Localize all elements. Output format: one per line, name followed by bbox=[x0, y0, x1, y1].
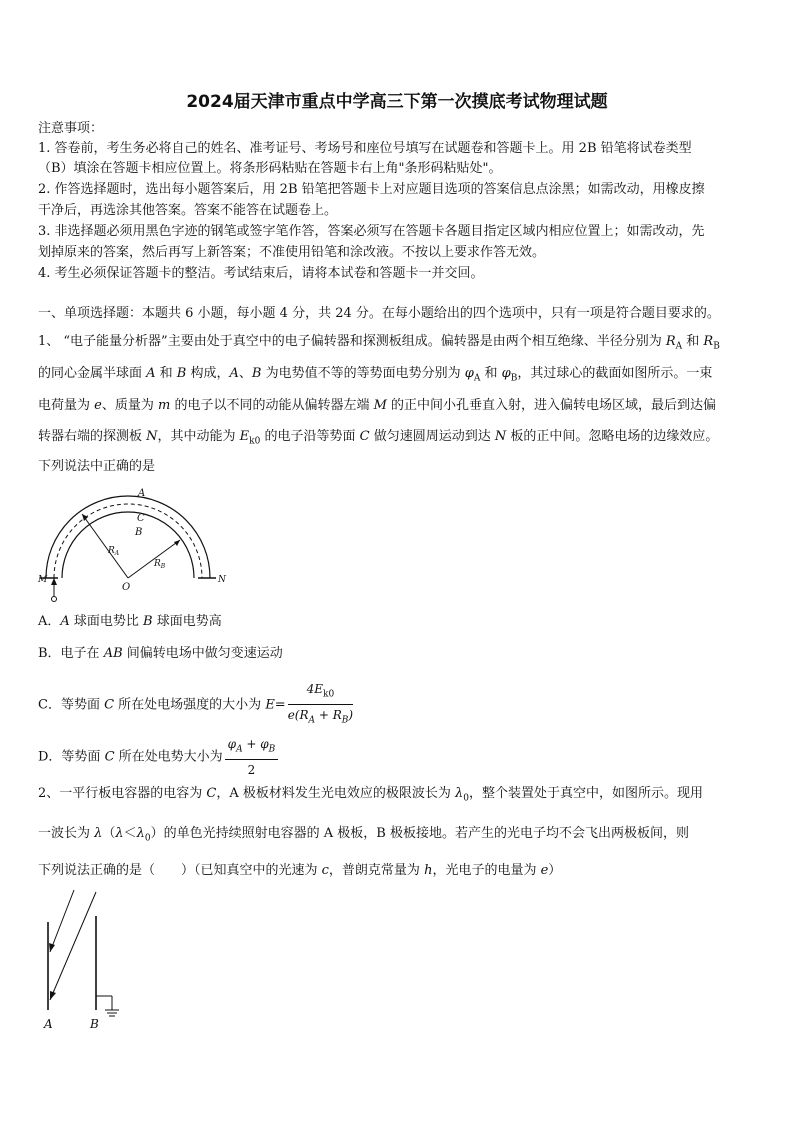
text: ＜ bbox=[123, 826, 137, 841]
label-sub: B bbox=[160, 563, 166, 570]
option-label: B．电子在 bbox=[38, 646, 104, 661]
text: 2、一平行板电容器的电容为 bbox=[38, 786, 207, 801]
symbol-phi: φ bbox=[464, 366, 474, 381]
q2-line-1 bbox=[38, 785, 760, 808]
q1-line-5: 下列说法中正确的是 bbox=[38, 459, 156, 474]
symbol: E= bbox=[265, 697, 286, 713]
subscript: A bbox=[308, 715, 316, 726]
capacitor-figure bbox=[34, 888, 144, 1034]
subscript: 0 bbox=[144, 833, 151, 844]
option-label: D．等势面 bbox=[38, 749, 105, 765]
symbol: E bbox=[239, 429, 250, 444]
electron-source bbox=[52, 597, 57, 602]
radius-ra-line bbox=[82, 514, 128, 578]
subscript: A bbox=[473, 373, 481, 384]
symbol-phi: φ bbox=[227, 737, 237, 751]
text: ，其过球心的截面如图所示。一束 bbox=[517, 366, 713, 381]
text: ）的单色光持续照射电容器的 A 极板，B 极板接地。若产生的光电子均不会飞出两极板间，则 bbox=[150, 826, 689, 841]
symbol-lambda: λ bbox=[115, 826, 124, 841]
text: 、质量为 bbox=[101, 398, 158, 413]
fraction-potential bbox=[225, 735, 279, 779]
text: 构成， bbox=[186, 366, 230, 381]
text: 的电子以不同的动能从偏转器左端 bbox=[170, 398, 374, 413]
subscript: B bbox=[341, 715, 349, 726]
text: 、 bbox=[238, 366, 252, 381]
text: 和 bbox=[682, 334, 704, 349]
page-title: 2024届天津市重点中学高三下第一次摸底考试物理试题 bbox=[186, 92, 608, 112]
label-a: A bbox=[44, 1017, 53, 1031]
label-a: A bbox=[138, 488, 146, 499]
symbol-r: R bbox=[703, 334, 714, 349]
text: ，其中动能为 bbox=[157, 429, 240, 444]
label-ra bbox=[107, 546, 120, 557]
text: ，A 极板材料发生光电效应的极限波长为 bbox=[216, 786, 456, 801]
symbol-r: R bbox=[665, 334, 676, 349]
sphere-a-arc bbox=[46, 496, 210, 578]
fraction-numerator bbox=[225, 735, 279, 760]
text: 为电势值不等的等势面电势分别为 bbox=[261, 366, 465, 381]
label-o: O bbox=[122, 582, 131, 593]
fraction-denominator: 2 bbox=[247, 763, 256, 778]
text: 的电子沿等势面 bbox=[260, 429, 360, 444]
symbol: AB bbox=[103, 646, 123, 661]
fraction-e-field bbox=[288, 680, 353, 730]
notice-line: 2. 作答选择题时，选出每小题答案后，用 2B 铅笔把答题卡上对应题目选项的答案信息点涂黑；如需改动，用橡皮擦 bbox=[38, 182, 705, 197]
beam-arrowhead bbox=[51, 578, 57, 585]
symbol: C bbox=[104, 697, 115, 713]
symbol: M bbox=[373, 398, 387, 413]
paren: ) bbox=[348, 708, 354, 723]
symbol: C bbox=[359, 429, 370, 444]
text: ，光电子的电量为 bbox=[432, 863, 541, 878]
q2-line-2 bbox=[38, 825, 760, 848]
label-n: N bbox=[218, 575, 226, 585]
subscript: k0 bbox=[249, 436, 261, 447]
symbol: N bbox=[146, 429, 158, 444]
plus: + bbox=[242, 737, 261, 751]
light-ray-1 bbox=[50, 890, 74, 952]
symbol: A bbox=[229, 366, 239, 381]
text: 的正中间小孔垂直入射，进入偏转电场区域，最后到达偏 bbox=[386, 398, 717, 413]
text: 间偏转电场中做匀变速运动 bbox=[122, 646, 283, 661]
q1-option-c[interactable] bbox=[38, 680, 355, 730]
q1-option-b[interactable] bbox=[38, 645, 283, 663]
q1-option-a[interactable] bbox=[38, 613, 222, 631]
notice-line: 划掉原来的答案，然后再写上新答案；不准使用铅笔和涂改液。不按以上要求作答无效。 bbox=[38, 245, 546, 260]
text: 一波长为 bbox=[38, 826, 95, 841]
deflector-figure bbox=[36, 486, 236, 604]
text: 所在处电场强度的大小为 bbox=[114, 697, 266, 713]
text: 和 bbox=[155, 366, 177, 381]
symbol: C bbox=[206, 786, 217, 801]
sphere-b-arc bbox=[62, 512, 194, 578]
text: 转器右端的探测板 bbox=[38, 429, 147, 444]
symbol: h bbox=[424, 863, 433, 878]
option-label: C．等势面 bbox=[38, 697, 105, 713]
subscript: B bbox=[510, 373, 518, 384]
subscript: B bbox=[268, 744, 276, 755]
label-c: C bbox=[137, 513, 145, 524]
notice-line: 1. 答卷前，考生务必将自己的姓名、准考证号、考场号和座位号填写在试题卷和答题卡上。用 2B 铅笔将试卷类型 bbox=[38, 141, 692, 156]
symbol: B bbox=[251, 366, 262, 381]
notice-line: （B）填涂在答题卡相应位置上。将条形码粘贴在答题卡右上角"条形码粘贴处"。 bbox=[38, 161, 502, 176]
symbol: A bbox=[146, 366, 156, 381]
text: （ bbox=[102, 826, 116, 841]
q1-option-d[interactable] bbox=[38, 735, 280, 779]
option-label: A． bbox=[38, 614, 61, 629]
text: 球面电势高 bbox=[152, 614, 222, 629]
symbol: c bbox=[321, 863, 329, 878]
q1-line-2 bbox=[38, 365, 760, 388]
text: 和 bbox=[480, 366, 502, 381]
label-r: R bbox=[108, 546, 115, 556]
symbol-lambda: λ bbox=[136, 826, 145, 841]
text: ） bbox=[548, 863, 562, 878]
symbol: B bbox=[176, 366, 187, 381]
notice-line: 干净后，再选涂其他答案。答案不能答在试题卷上。 bbox=[38, 203, 338, 218]
text: 电荷量为 bbox=[38, 398, 95, 413]
notice-line: 3. 非选择题必须用黑色字迹的钢笔或签字笔作答，答案必须写在答题卡各题目指定区域内相应位置上；如需改动，先 bbox=[38, 224, 705, 239]
text: 1、 “电子能量分析器”主要由处于真空中的电子偏转器和探测板组成。偏转器是由两个相互绝缘、半径分别为 bbox=[38, 334, 666, 349]
light-ray-1-arrowhead bbox=[49, 943, 55, 952]
symbol-lambda: λ bbox=[94, 826, 103, 841]
symbol-r: R bbox=[332, 708, 342, 723]
text: 的同心金属半球面 bbox=[38, 366, 147, 381]
label-sub: A bbox=[114, 550, 120, 557]
label-m: M bbox=[38, 575, 48, 585]
label-b: B bbox=[90, 1017, 99, 1031]
label-r: R bbox=[154, 559, 161, 569]
text: 板的正中间。忽略电场的边缘效应。 bbox=[506, 429, 719, 444]
notice-line: 4. 考生必须保证答题卡的整洁。考试结束后，请将本试卷和答题卡一并交回。 bbox=[38, 266, 484, 281]
subscript: k0 bbox=[323, 689, 335, 700]
symbol: m bbox=[157, 398, 171, 413]
subscript: A bbox=[236, 744, 243, 755]
q2-line-3 bbox=[38, 862, 760, 880]
fraction-denominator bbox=[288, 705, 353, 729]
symbol: B bbox=[143, 614, 153, 629]
radius-ra-arrowhead bbox=[82, 514, 88, 521]
symbol: N bbox=[494, 429, 507, 444]
subscript: A bbox=[675, 341, 683, 352]
subscript: 0 bbox=[463, 793, 469, 804]
q1-line-3 bbox=[38, 397, 760, 415]
light-ray-2-arrowhead bbox=[50, 991, 56, 1000]
symbol: A bbox=[60, 614, 70, 629]
q1-line-1 bbox=[38, 333, 760, 356]
plus: + bbox=[315, 708, 333, 723]
symbol: C bbox=[104, 749, 115, 765]
symbol: e bbox=[540, 863, 549, 878]
text: ，整个装置处于真空中，如图所示。现用 bbox=[469, 786, 704, 801]
subscript: B bbox=[713, 341, 720, 352]
symbol-phi: φ bbox=[501, 366, 511, 381]
symbol-lambda: λ bbox=[455, 786, 464, 801]
text: 做匀速圆周运动到达 bbox=[369, 429, 495, 444]
text: 球面电势比 bbox=[69, 614, 144, 629]
light-ray-2 bbox=[50, 892, 96, 1000]
text: 下列说法正确的是（ ）（已知真空中的光速为 bbox=[38, 863, 322, 878]
label-rb bbox=[153, 559, 166, 570]
text: 所在处电势大小为 bbox=[114, 749, 223, 765]
symbol-phi: φ bbox=[260, 737, 269, 751]
radius-rb-arrowhead bbox=[174, 540, 180, 546]
label-b: B bbox=[135, 527, 143, 538]
text: ，普朗克常量为 bbox=[328, 863, 425, 878]
symbol: e bbox=[94, 398, 102, 413]
den-text: e(R bbox=[287, 708, 309, 723]
numerator-text: 4E bbox=[306, 682, 323, 696]
notice-heading: 注意事项： bbox=[38, 121, 104, 136]
section-heading: 一、单项选择题：本题共 6 小题，每小题 4 分，共 24 分。在每小题给出的四个选项中，只有一项是符合题目要求的。 bbox=[38, 306, 720, 321]
q1-line-4 bbox=[38, 428, 760, 451]
fraction-numerator bbox=[288, 680, 353, 705]
